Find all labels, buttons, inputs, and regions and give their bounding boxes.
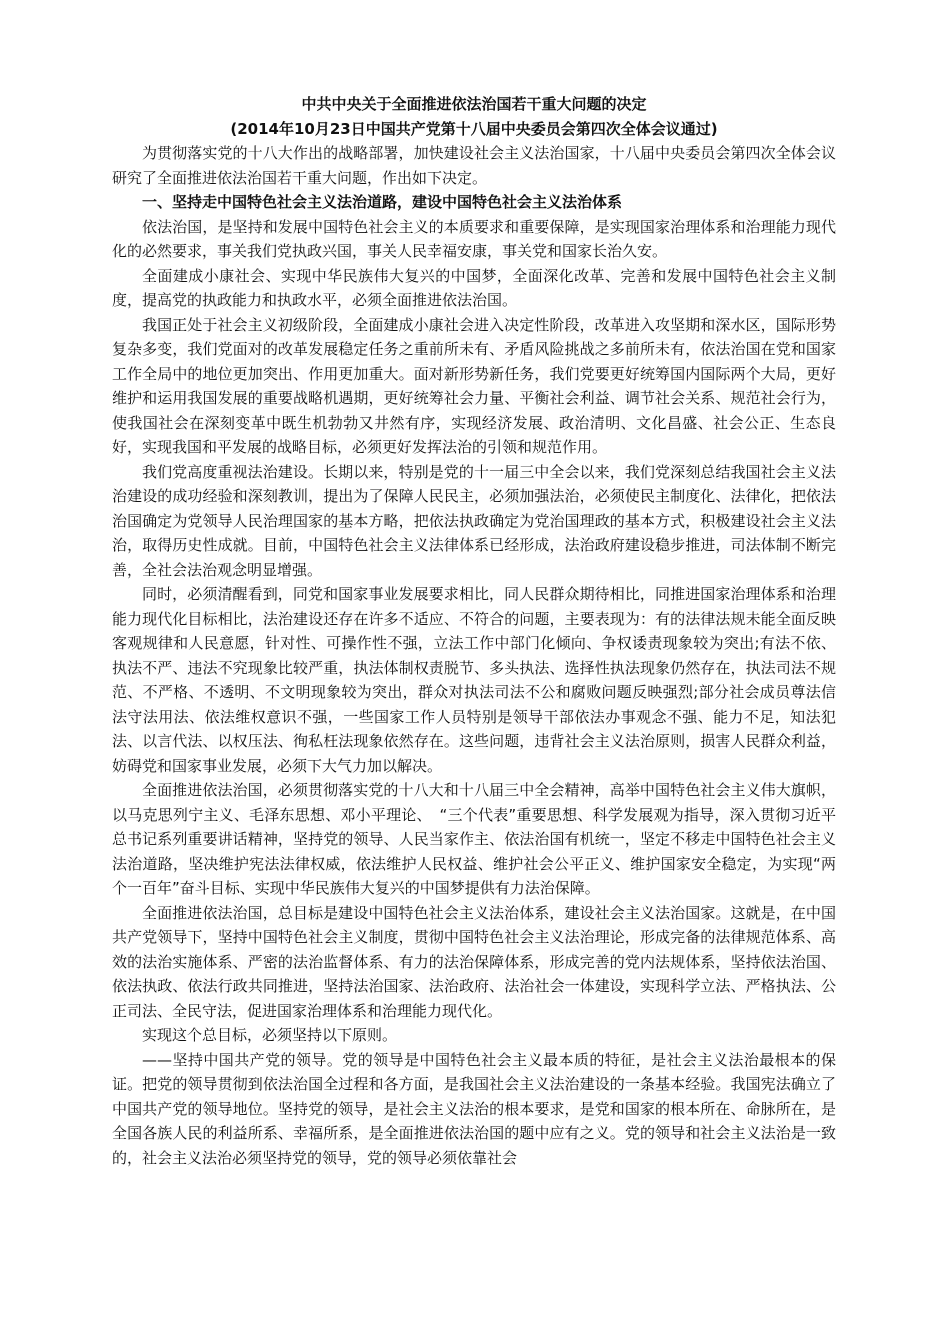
body-paragraph: ——坚持中国共产党的领导。党的领导是中国特色社会主义最本质的特征，是社会主义法治最根本的保证。把党的领导贯彻到依法治国全过程和各方面，是我国社会主义法治建设的一条基本经验。我国宪法确立了中国共产党的领导地位。坚持党的领导，是社会主义法治的根本要求，是党和国家的根本所在、命脉所在，是全国各族人民的利益所系、幸福所系，是全面推进依法治国的题中应有之义。党的领导和社会主义法治是一致的，社会主义法治必须坚持党的领导，党的领导必须依靠社会	[112, 1050, 836, 1167]
document-title: 中共中央关于全面推进依法治国若干重大问题的决定	[301, 95, 647, 113]
body-paragraph: 全面推进依法治国，总目标是建设中国特色社会主义法治体系，建设社会主义法治国家。这就是，在中国共产党领导下，坚持中国特色社会主义制度，贯彻中国特色社会主义法治理论，形成完备的法律规范体系、高效的法治实施体系、严密的法治监督体系、有力的法治保障体系，形成完善的党内法规体系，坚持依法治国、依法执政、依法行政共同推进，坚持法治国家、法治政府、法治社会一体建设，实现科学立法、严格执法、公正司法、全民守法，促进国家治理体系和治理能力现代化。	[112, 903, 836, 1020]
body-paragraph: 实现这个总目标，必须坚持以下原则。	[142, 1026, 398, 1044]
section-heading: 一、坚持走中国特色社会主义法治道路，建设中国特色社会主义法治体系	[142, 193, 623, 211]
document-page	[112, 92, 836, 1170]
body-paragraph: 全面推进依法治国，必须贯彻落实党的十八大和十八届三中全会精神，高举中国特色社会主义伟大旗帜，以马克思列宁主义、毛泽东思想、邓小平理论、 “三个代表”重要思想、科学发展观为指导，深入贯彻习近平总书记系列重要讲话精神，坚持党的领导、人民当家作主、依法治国有机统一，坚定不移走中国特色社会主义法治道路，坚决维护宪法法律权威，依法维护人民权益、维护社会公平正义、维护国家安全稳定，为实现“两个一百年”奋斗目标、实现中华民族伟大复兴的中国梦提供有力法治保障。	[112, 781, 836, 897]
body-paragraph: 我国正处于社会主义初级阶段，全面建成小康社会进入决定性阶段，改革进入攻坚期和深水区，国际形势复杂多变，我们党面对的改革发展稳定任务之重前所未有、矛盾风险挑战之多前所未有，依法治国在党和国家工作全局中的地位更加突出、作用更加重大。面对新形势新任务，我们党要更好统筹国内国际两个大局，更好维护和运用我国发展的重要战略机遇期，更好统筹社会力量、平衡社会利益、调节社会关系、规范社会行为，使我国社会在深刻变革中既生机勃勃又井然有序，实现经济发展、政治清明、文化昌盛、社会公正、生态良好，实现我国和平发展的战略目标，必须更好发挥法治的引领和规范作用。	[112, 315, 836, 456]
document-subtitle: (2014年10月23日中国共产党第十八届中央委员会第四次全体会议通过)	[230, 119, 718, 138]
body-paragraph: 同时，必须清醒看到，同党和国家事业发展要求相比，同人民群众期待相比，同推进国家治理体系和治理能力现代化目标相比，法治建设还存在许多不适应、不符合的问题，主要表现为：有的法律法规未能全面反映客观规律和人民意愿，针对性、可操作性不强，立法工作中部门化倾向、争权诿责现象较为突出;有法不依、执法不严、违法不究现象比较严重，执法体制权责脱节、多头执法、选择性执法现象仍然存在，执法司法不规范、不严格、不透明、不文明现象较为突出，群众对执法司法不公和腐败问题反映强烈;部分社会成员尊法信法守法用法、依法维权意识不强，一些国家工作人员特别是领导干部依法办事观念不强、能力不足，知法犯法、以言代法、以权压法、徇私枉法现象依然存在。这些问题，违背社会主义法治原则，损害人民群众利益，妨碍党和国家事业发展，必须下大气力加以解决。	[112, 585, 836, 775]
body-paragraph: 我们党高度重视法治建设。长期以来，特别是党的十一届三中全会以来，我们党深刻总结我国社会主义法治建设的成功经验和深刻教训，提出为了保障人民民主，必须加强法治，必须使民主制度化、法律化，把依法治国确定为党领导人民治理国家的基本方略，把依法执政确定为党治国理政的基本方式，积极建设社会主义法治，取得历史性成就。目前，中国特色社会主义法律体系已经形成，法治政府建设稳步推进，司法体制不断完善，全社会法治观念明显增强。	[112, 462, 836, 579]
body-paragraph: 全面建成小康社会、实现中华民族伟大复兴的中国梦，全面深化改革、完善和发展中国特色社会主义制度，提高党的执政能力和执政水平，必须全面推进依法治国。	[112, 266, 836, 309]
body-paragraph: 依法治国，是坚持和发展中国特色社会主义的本质要求和重要保障，是实现国家治理体系和治理能力现代化的必然要求，事关我们党执政兴国，事关人民幸福安康，事关党和国家长治久安。	[112, 217, 836, 260]
intro-paragraph: 为贯彻落实党的十八大作出的战略部署，加快建设社会主义法治国家，十八届中央委员会第四次全体会议研究了全面推进依法治国若干重大问题，作出如下决定。	[112, 144, 836, 187]
